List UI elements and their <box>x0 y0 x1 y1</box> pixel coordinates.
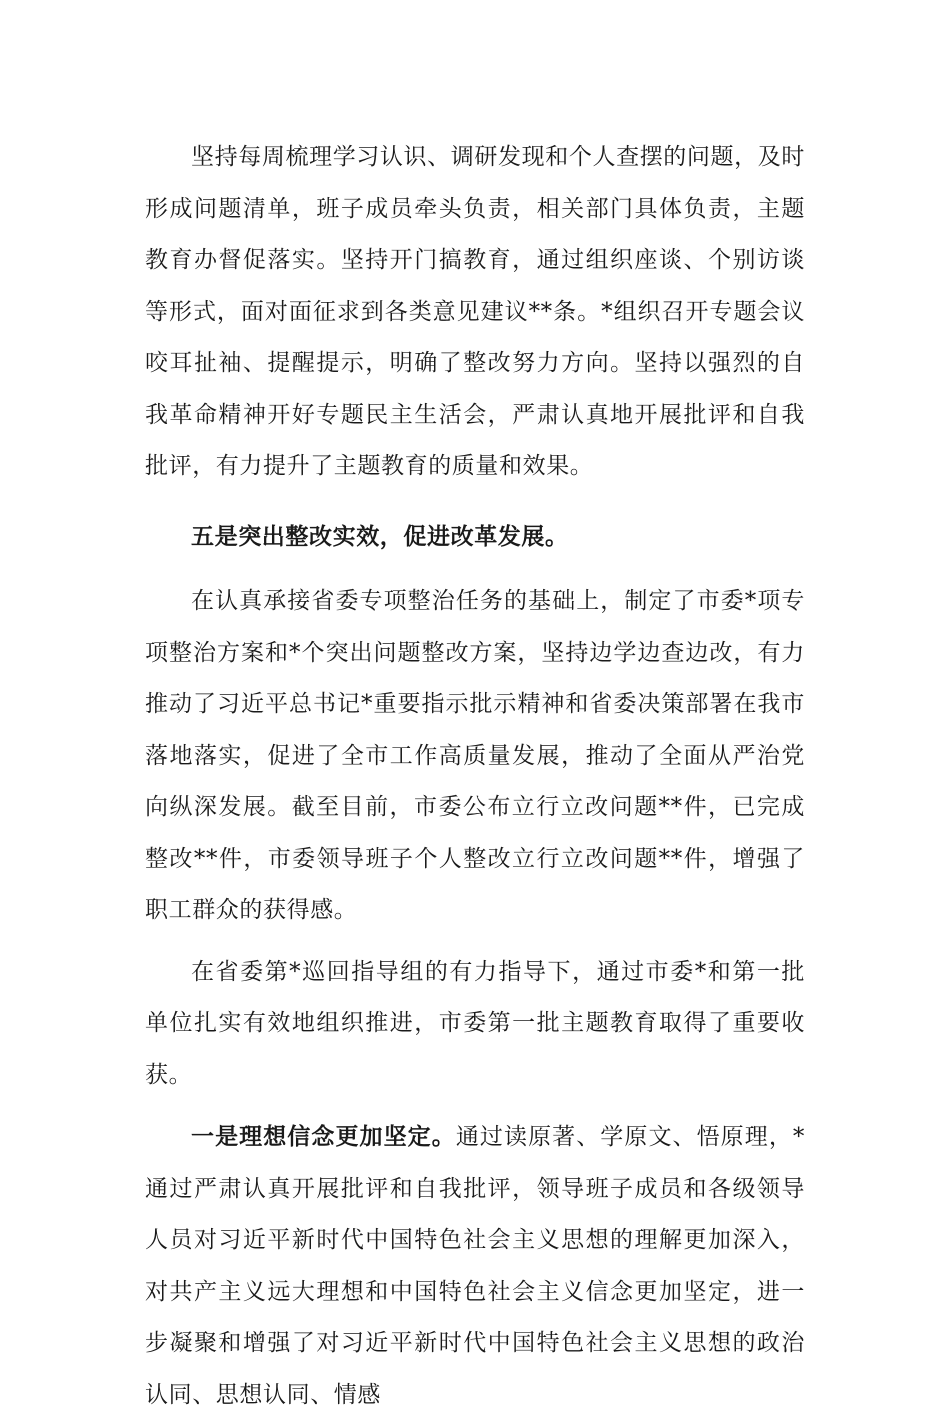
paragraph-lead-ideals: 一是理想信念更加坚定。 <box>191 1123 456 1150</box>
document-body <box>145 132 805 1421</box>
paragraph-inspection-guidance: 在省委第*巡回指导组的有力指导下，通过市委*和第一批单位扎实有效地组织推进，市委第一批主题教育取得了重要收获。 <box>145 958 805 1088</box>
paragraph-ideals-beliefs <box>145 1111 805 1421</box>
paragraph-body-ideals: 通过读原著、学原文、悟原理，*通过严肃认真开展批评和自我批评，领导班子成员和各级领导人员对习近平新时代中国特色社会主义思想的理解更加深入，对共产主义远大理想和中国特色社会主义信念更加坚定，进一步凝聚和增强了对习近平新时代中国特色社会主义思想的政治认同、思想认同、情感 <box>145 1124 806 1408</box>
section-heading-rectification: 五是突出整改实效，促进改革发展。 <box>191 522 569 550</box>
paragraph-problem-list: 坚持每周梳理学习认识、调研发现和个人查摆的问题，及时形成问题清单，班子成员牵头负责，相关部门具体负责，主题教育办督促落实。坚持开门搞教育，通过组织座谈、个别访谈等形式，面对面征求到各类意见建议**条。*组织召开专题会议咬耳扯袖、提醒提示，明确了整改努力方向。坚持以强烈的自我革命精神开好专题民主生活会，严肃认真地开展批评和自我批评，有力提升了主题教育的质量和效果。 <box>145 144 805 479</box>
paragraph-rectification-results: 在认真承接省委专项整治任务的基础上，制定了市委*项专项整治方案和*个突出问题整改方案，坚持边学边查边改，有力推动了习近平总书记*重要指示批示精神和省委决策部署在我市落地落实，促进了全市工作高质量发展，推动了全面从严治党向纵深发展。截至目前，市委公布立行立改问题**件，已完成整改**件，市委领导班子个人整改立行立改问题**件，增强了职工群众的获得感。 <box>145 588 805 923</box>
